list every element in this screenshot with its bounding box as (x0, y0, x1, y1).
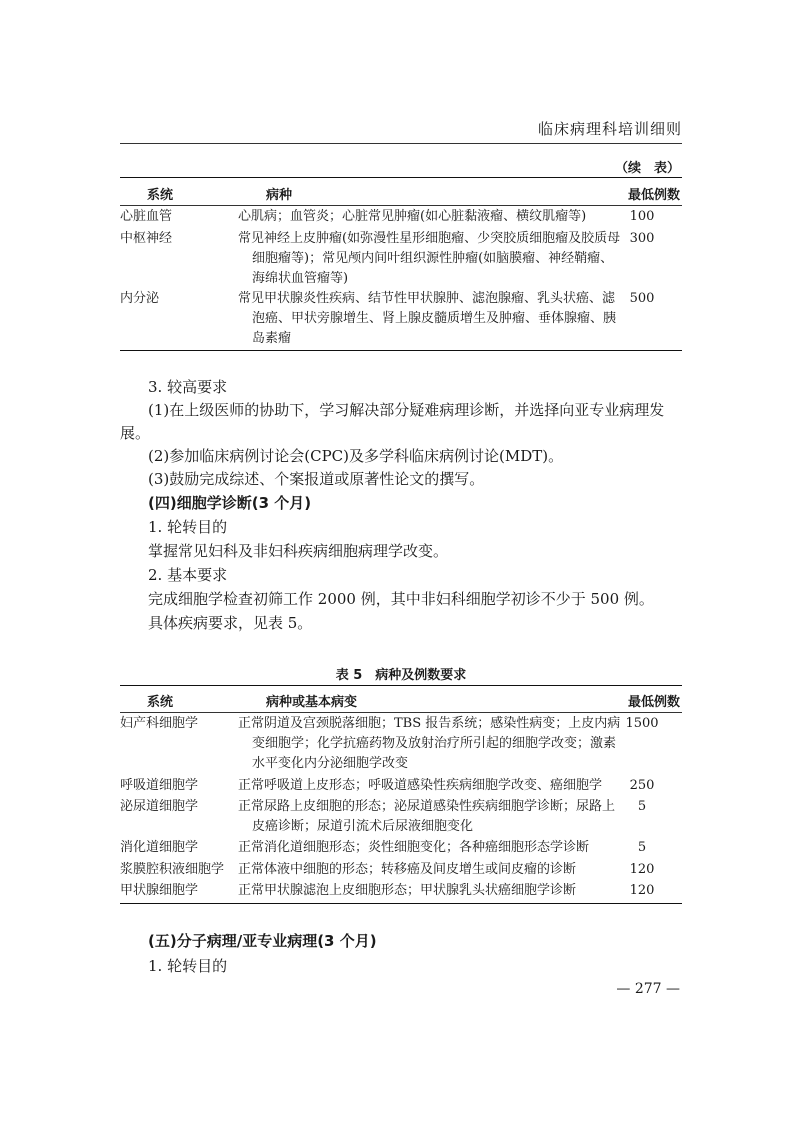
table-cell-min: 500 (629, 291, 655, 306)
table-cell-disease: 心肌病；血管炎；心脏常见肿瘤(如心脏黏液瘤、横纹肌瘤等) (238, 209, 587, 224)
table-cell-min: 300 (629, 231, 655, 246)
s5-goal-title: 1. 轮转目的 (148, 957, 228, 975)
table-cell-disease: 常见甲状腺炎性疾病、结节性甲状腺肿、滤泡腺瘤、乳头状癌、滤泡癌、甲状旁腺增生、肾上腺皮髓质增生及肿瘤、垂体腺瘤、胰岛素瘤 (238, 291, 617, 346)
table5-top-rule (120, 685, 682, 686)
s4-goal-text: 掌握常见妇科及非妇科疾病细胞病理学改变。 (148, 542, 449, 560)
t5-cell-min: 1500 (625, 716, 659, 731)
page-number: — 277 — (616, 981, 680, 997)
t5-cell-min: 5 (637, 799, 647, 814)
section4-title: (四)细胞学诊断(3 个月) (148, 494, 312, 512)
req3-item-3: (3)鼓励完成综述、个案报道或原著性论文的撰写。 (148, 470, 485, 488)
table-cell-system: 中枢神经 (120, 231, 173, 246)
col-header-min: 最低例数 (627, 188, 680, 203)
t5-cell-min: 120 (629, 883, 655, 898)
table-cell-disease: 常见神经上皮肿瘤(如弥漫性星形细胞瘤、少突胶质细胞瘤及胶质母细胞瘤等)；常见颅内间叶组织源性肿瘤(如脑膜瘤、神经鞘瘤、海绵状血管瘤等) (238, 231, 621, 286)
t5-cell-disease: 正常尿路上皮细胞的形态；泌尿道感染性疾病细胞学诊断；尿路上皮癌诊断；尿道引流术后尿液细胞变化 (238, 799, 616, 834)
s4-basic-text-2: 具体疾病要求，见表 5。 (148, 614, 313, 632)
running-header: 临床病理科培训细则 (537, 120, 682, 138)
t5-cell-disease: 正常甲状腺滤泡上皮细胞形态；甲状腺乳头状癌细胞学诊断 (238, 883, 577, 898)
t5-cell-disease: 正常体液中细胞的形态；转移癌及间皮增生或间皮瘤的诊断 (238, 862, 577, 877)
t5-cell-system: 甲状腺细胞学 (120, 883, 199, 898)
req3-item-2: (2)参加临床病例讨论会(CPC)及多学科临床病例讨论(MDT)。 (148, 447, 564, 465)
req3-item-1: (1)在上级医师的协助下，学习解决部分疑难病理诊断，并选择向亚专业病理发展。 (120, 401, 665, 442)
col-header-system: 系统 (146, 188, 173, 203)
t5-cell-system: 消化道细胞学 (120, 840, 199, 855)
table-head-rule (120, 205, 682, 206)
s4-basic-text-1: 完成细胞学检查初筛工作 2000 例，其中非妇科细胞学初诊不少于 500 例。 (148, 590, 654, 608)
table-top-rule (120, 177, 682, 178)
t5-header-system: 系统 (146, 695, 173, 710)
t5-cell-min: 120 (629, 862, 655, 877)
t5-cell-min: 5 (637, 840, 647, 855)
t5-cell-system: 呼吸道细胞学 (120, 778, 199, 793)
table-cell-system: 心脏血管 (120, 209, 173, 224)
req3-title: 3. 较高要求 (148, 378, 228, 396)
section5-title: (五)分子病理/亚专业病理(3 个月) (148, 932, 377, 950)
t5-header-disease: 病种或基本病变 (266, 695, 358, 710)
header-rule (120, 143, 682, 144)
t5-cell-system: 浆膜腔积液细胞学 (120, 862, 225, 877)
t5-cell-system: 妇产科细胞学 (120, 716, 199, 731)
t5-cell-min: 250 (629, 778, 655, 793)
s4-basic-title: 2. 基本要求 (148, 566, 228, 584)
t5-cell-disease: 正常消化道细胞形态；炎性细胞变化；各种癌细胞形态学诊断 (238, 840, 590, 855)
col-header-disease: 病种 (266, 188, 293, 203)
t5-cell-system: 泌尿道细胞学 (120, 799, 199, 814)
table-cell-system: 内分泌 (120, 291, 160, 306)
t5-header-min: 最低例数 (627, 695, 680, 710)
continued-label: （续 表） (614, 161, 680, 176)
t5-cell-disease: 正常呼吸道上皮形态；呼吸道感染性疾病细胞学改变、癌细胞学 (238, 778, 603, 793)
table5-bottom-rule (120, 903, 682, 904)
table-cell-min: 100 (629, 209, 655, 224)
s4-goal-title: 1. 轮转目的 (148, 518, 228, 536)
t5-cell-disease: 正常阴道及宫颈脱落细胞；TBS 报告系统；感染性病变；上皮内病变细胞学；化学抗癌药物及放射治疗所引起的细胞学改变；激素水平变化内分泌细胞学改变 (238, 716, 621, 771)
table5-head-rule (120, 712, 682, 713)
table5-caption: 表 5 病种及例数要求 (335, 668, 467, 683)
table-bottom-rule (120, 350, 682, 351)
